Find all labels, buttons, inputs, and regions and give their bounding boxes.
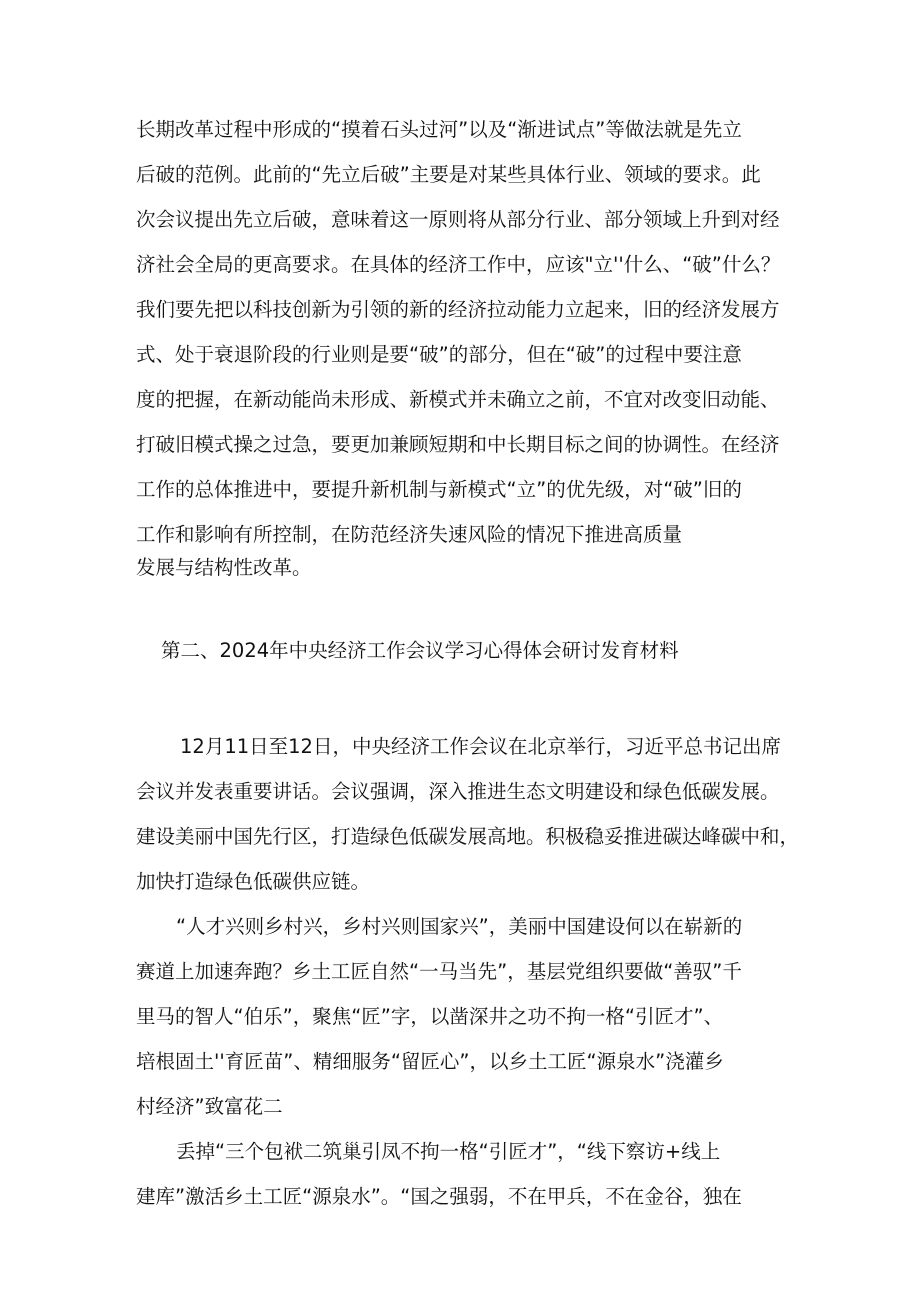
p1-line-11: 发展与结构性改革。: [136, 556, 312, 579]
p4-line-1: 丢掉“三个包袱二筑巢引凤不拘一格“引匠才”，“线下察访+线上: [176, 1140, 721, 1163]
p1-line-8: 打破旧模式操之过急，要更加兼顾短期和中长期目标之间的协调性。在经济: [136, 433, 780, 456]
p2-line-4: 加快打造绿色低碳供应链。: [136, 870, 371, 893]
p3-line-1: “人才兴则乡村兴，乡村兴则国家兴”，美丽中国建设何以在崭新的: [176, 915, 743, 938]
p1-line-2: 后破的范例。此前的“先立后破”主要是对某些具体行业、领域的要求。此: [136, 163, 761, 186]
p2-line-2: 会议并发表重要讲话。会议强调，深入推进生态文明建设和绿色低碳发展。: [136, 780, 780, 803]
p1-line-4: 济社会全局的更高要求。在具体的经济工作中，应该"立''什么、“破”什么？: [136, 253, 781, 276]
section-title: 第二、2024年中央经济工作会议学习心得体会研讨发育材料: [161, 639, 679, 662]
p1-line-1: 长期改革过程中形成的“摸着石头过河”以及“渐进试点”等做法就是先立: [136, 118, 742, 141]
p1-line-6: 式、处于衰退阶段的行业则是要“破”的部分，但在“破”的过程中要注意: [136, 343, 742, 366]
p3-line-4: 培根固土''育匠苗”、精细服务“留匠心”，以乡土工匠“源泉水”浇灌乡: [136, 1050, 724, 1073]
p1-line-5: 我们要先把以科技创新为引领的新的经济拉动能力立起来，旧的经济发展方: [136, 298, 780, 321]
p2-line-1: 12月11日至12日，中央经济工作会议在北京举行，习近平总书记出席: [180, 735, 781, 758]
p4-line-2: 建库”激活乡土工匠“源泉水”。“国之强弱，不在甲兵，不在金谷，独在: [136, 1185, 742, 1208]
p1-line-10: 工作和影响有所控制，在防范经济失速风险的情况下推进高质量: [136, 523, 683, 546]
p3-line-2: 赛道上加速奔跑？乡土工匠自然“一马当先”，基层党组织要做“善驭”千: [136, 960, 742, 983]
p3-line-3: 里马的智人“伯乐”，聚焦“匠”字，以凿深井之功不拘一格“引匠才”、: [136, 1005, 724, 1028]
p1-line-3: 次会议提出先立后破，意味着这一原则将从部分行业、部分领域上升到对经: [136, 208, 780, 231]
p1-line-9: 工作的总体推进中，要提升新机制与新模式“立”的优先级，对“破”旧的: [136, 478, 742, 501]
p2-line-3: 建设美丽中国先行区，打造绿色低碳发展高地。积极稳妥推进碳达峰碳中和，: [136, 825, 800, 848]
p3-line-5: 村经济”致富花二: [136, 1095, 283, 1118]
p1-line-7: 度的把握，在新动能尚未形成、新模式并未确立之前，不宜对改变旧动能、: [136, 388, 780, 411]
